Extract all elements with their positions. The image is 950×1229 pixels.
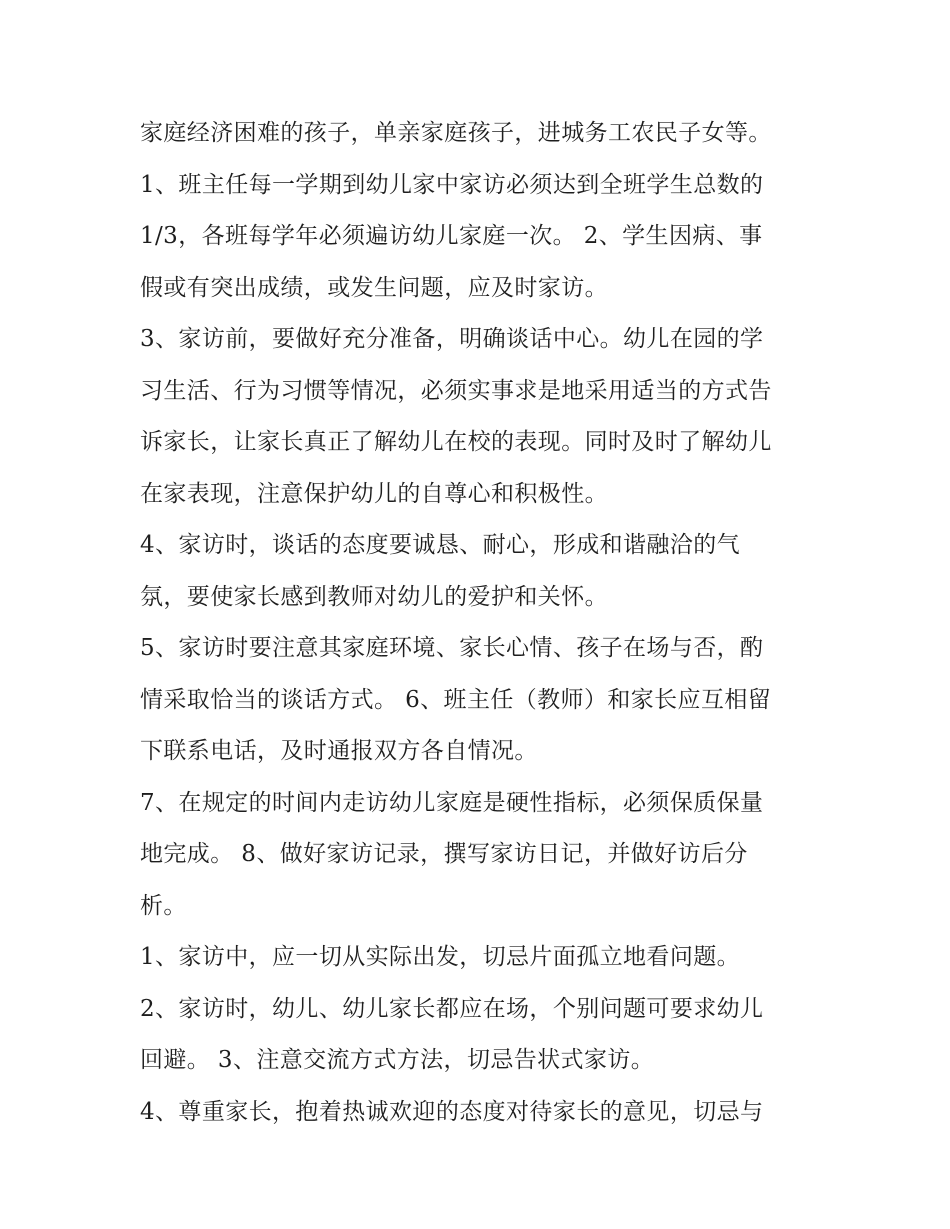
text-line: 析。 [140, 892, 187, 919]
text-line: 4、家访时，谈话的态度要诚恳、耐心，形成和谐融洽的气 [140, 532, 741, 558]
text-line: 5、家访时要注意其家庭环境、家长心情、孩子在场与否，酌 [140, 635, 764, 661]
text-line: 家庭经济困难的孩子，单亲家庭孩子，进城务工农民子女等。 [140, 120, 772, 146]
text-line: 1、班主任每一学期到幼儿家中家访必须达到全班学生总数的 [140, 171, 764, 198]
text-line: 氛，要使家长感到教师对幼儿的爱护和关怀。 [140, 583, 608, 610]
text-line: 回避。 3、注意交流方式方法，切忌告状式家访。 [140, 1047, 655, 1073]
text-line: 地完成。 8、做好家访记录，撰写家访日记，并做好访后分 [140, 841, 748, 867]
document-body [140, 108, 830, 1138]
text-line: 假或有突出成绩，或发生问题，应及时家访。 [140, 274, 608, 301]
text-line: 情采取恰当的谈话方式。 6、班主任（教师）和家长应互相留 [140, 686, 772, 713]
text-line: 4、尊重家长，抱着热诚欢迎的态度对待家长的意见，切忌与 [140, 1098, 764, 1125]
text-line: 诉家长，让家长真正了解幼儿在校的表现。同时及时了解幼儿 [140, 429, 772, 455]
text-line: 3、家访前，要做好充分准备，明确谈话中心。幼儿在园的学 [140, 326, 764, 352]
text-line: 习生活、行为习惯等情况，必须实事求是地采用适当的方式告 [140, 377, 772, 404]
text-line: 1/3，各班每学年必须遍访幼儿家庭一次。 2、学生因病、事 [140, 223, 763, 249]
text-line: 1、家访中，应一切从实际出发，切忌片面孤立地看问题。 [140, 944, 741, 970]
text-line: 7、在规定的时间内走访幼儿家庭是硬性指标，必须保质保量 [140, 789, 764, 816]
text-line: 下联系电话，及时通报双方各自情况。 [140, 738, 538, 764]
text-line: 在家表现，注意保护幼儿的自尊心和积极性。 [140, 480, 608, 507]
text-line: 2、家访时，幼儿、幼儿家长都应在场，个别问题可要求幼儿 [140, 995, 764, 1022]
